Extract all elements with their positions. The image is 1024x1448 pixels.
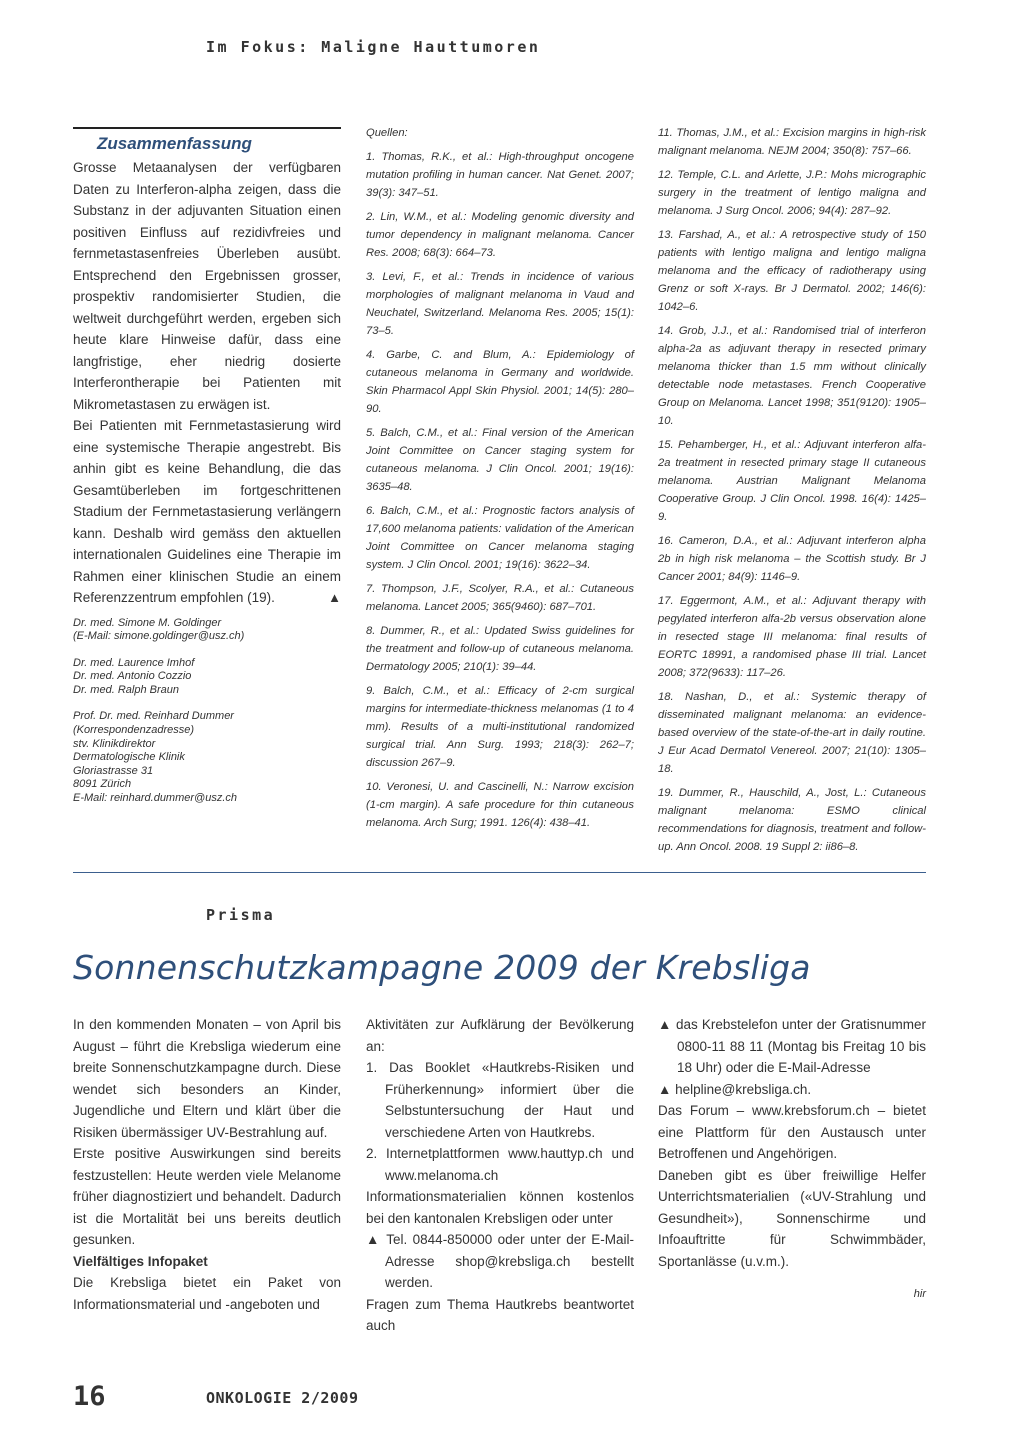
references-column-2: [658, 124, 926, 862]
reference-item: 3. Levi, F., et al.: Trends in incidence of various morphologies of malignant melanoma in Vaud and Neuchatel, Switzerland. Melanoma Res. 2005; 15(1): 73–5.: [366, 271, 634, 337]
summary-rule: [73, 127, 341, 129]
reference-item: 18. Nashan, D., et al.: Systemic therapy of disseminated malignant melanoma: an evidence-based overview of the state-of-the-art in daily routine. J Eur Acad Dermatol Venereol. 2007; 21(10): 1305–18.: [658, 691, 926, 775]
reference-item: 10. Veronesi, U. and Cascinelli, N.: Narrow excision (1-cm margin). A safe procedure for thin cutaneous melanoma. Arch Surg; 1991. 126(4): 438–41.: [366, 781, 634, 829]
bullet-list: [366, 1229, 634, 1294]
summary-paragraph-text: Bei Patienten mit Fernmetastasierung wird eine systemische Therapie angestrebt. Bis anhin gibt es keine Behandlung, die das Gesamtüberleben im fortgeschrittenen Stadium der Fernmetastasierung verlängern kann. Deshalb wird gemäss den aktuellen internationalen Guidelines eine Therapie im Rahmen einer klinischen Studie an einem Referenzzentrum empfohlen (19).: [73, 418, 341, 605]
summary-box: [73, 127, 341, 819]
reference-item: 19. Dummer, R., Hauschild, A., Jost, L.: Cutaneous malignant melanoma: ESMO clinical recommendations for diagnosis, treatment and follow-up. Ann Oncol. 2008. 19 Suppl 2: ii86–8.: [658, 787, 926, 853]
reference-item: 14. Grob, J.J., et al.: Randomised trial of interferon alpha-2a as adjuvant therapy in resected primary melanoma thicker than 1.5 mm without clinically detectable node metastases. French Cooperative Group on Melanoma. Lancet 1998; 351(9120): 1905–10.: [658, 325, 926, 427]
article-subheading: Vielfältiges Infopaket: [73, 1253, 208, 1269]
reference-item: 17. Eggermont, A.M., et al.: Adjuvant therapy with pegylated interferon alfa-2b versus observation alone in resected stage III melanoma: final results of EORTC 18991, a randomised phase III trial. Lancet 2008; 372(9633): 117–26.: [658, 595, 926, 679]
reference-item: 9. Balch, C.M., et al.: Efficacy of 2-cm surgical margins for intermediate-thickness melanomas (1 to 4 mm). Results of a multi-institutional randomized surgical trial. Ann Surg. 1993; 218(3): 262–7; discussion 267–9.: [366, 685, 634, 769]
author-address: Dermatologische Klinik: [73, 751, 185, 764]
author-name: Dr. med. Laurence Imhof: [73, 656, 195, 669]
author-address: Gloriastrasse 31: [73, 764, 154, 777]
reference-item: 1. Thomas, R.K., et al.: High-throughput oncogene mutation profiling in human cancer. Nat Genet. 2007; 39(3): 347–51.: [366, 151, 634, 199]
summary-paragraph: [73, 415, 341, 609]
article-paragraph: Die Krebsliga bietet ein Paket von Informationsmaterial und -angeboten und: [73, 1275, 341, 1312]
author-group: [73, 617, 341, 644]
summary-heading: Zusammenfassung: [97, 134, 252, 153]
article-paragraph: Informationsmaterialien können kostenlos bei den kantonalen Krebsligen oder unter: [366, 1189, 634, 1226]
article-paragraph: Daneben gibt es über freiwillige Helfer Unterrichtsmaterialien («UV-Strahlung und Gesundheit»), Sonnenschirme und Infoauftritte für Schwimmbäder, Sportanlässe (u.v.m.).: [658, 1167, 926, 1269]
list-item: ▲ das Krebstelefon unter der Gratisnummer 0800-11 88 11 (Montag bis Freitag 10 bis 18 Uhr) oder die E-Mail-Adresse: [658, 1017, 926, 1075]
author-group: [73, 710, 341, 805]
summary-paragraph: Grosse Metaanalysen der verfügbaren Daten zu Interferon-alpha zeigen, dass die Substanz in der adjuvanten Situation einen positiven Einfluss auf rezidivfreies und fernmetastasenfreies Überleben ausübt. Entsprechend den Ergebnissen grosser, prospektiv randomisierter Studien, die weltweit durchgeführt werden, ergeben sich heute klare Hinweise dafür, dass eine langfristige, eher niedrig dosierte Interferontherapie bei Patienten mit Mikrometastasen zu erwägen ist.: [73, 160, 341, 412]
running-header: Im Fokus: Maligne Hauttumoren: [206, 38, 541, 56]
reference-item: 5. Balch, C.M., et al.: Final version of the American Joint Committee on Cancer staging system for cutaneous melanoma. J Clin Oncol. 2001; 19(16): 3635–48.: [366, 427, 634, 493]
reference-item: 15. Pehamberger, H., et al.: Adjuvant interferon alfa-2a treatment in resected primary stage II cutaneous melanoma. Austrian Malignant Melanoma Cooperative Group. J Clin Oncol. 1998. 16(4): 1425–9.: [658, 439, 926, 523]
article-paragraph: Fragen zum Thema Hautkrebs beantwortet auch: [366, 1296, 634, 1333]
reference-item: 11. Thomas, J.M., et al.: Excision margins in high-risk malignant melanoma. NEJM 2004; 350(8): 757–66.: [658, 127, 926, 157]
article-paragraph: In den kommenden Monaten – von April bis August – führt die Krebsliga wiederum eine breite Sonnenschutzkampagne durch. Diese wendet sich besonders an Kinder, Jugendliche und Eltern und klärt über die Risiken übermässiger UV-Bestrahlung auf.: [73, 1017, 341, 1140]
author-email: E-Mail: reinhard.dummer@usz.ch: [73, 792, 237, 805]
author-name: Dr. med. Antonio Cozzio: [73, 670, 192, 683]
author-address: 8091 Zürich: [73, 778, 132, 791]
author-group: [73, 657, 341, 698]
author-block: [73, 617, 341, 806]
article-column-3: [658, 1014, 926, 1306]
numbered-list: [366, 1057, 634, 1186]
reference-item: 13. Farshad, A., et al.: A retrospective study of 150 patients with lentigo maligna and lentigo maligna melanoma and the efficacy of radiotherapy using Grenz or soft X-rays. Br J Dermatol. 2002; 146(6): 1042–6.: [658, 229, 926, 313]
author-role: stv. Klinikdirektor: [73, 737, 156, 750]
end-marker-icon: ▲: [328, 590, 341, 605]
author-signature: hir: [913, 1288, 926, 1300]
list-item: ▲ helpline@krebsliga.ch.: [658, 1081, 812, 1097]
article-column-2: [366, 1014, 634, 1337]
reference-item: 12. Temple, C.L. and Arlette, J.P.: Mohs micrographic surgery in the treatment of lentigo maligna and melanoma. J Surg Oncol. 2006; 94(4): 287–92.: [658, 169, 926, 217]
list-item: 2. Internetplattformen www.hauttyp.ch und www.melanoma.ch: [366, 1146, 634, 1183]
summary-text: [73, 157, 341, 609]
author-name: Dr. med. Simone M. Goldinger: [73, 616, 222, 629]
author-name: Dr. med. Ralph Braun: [73, 683, 179, 696]
list-item: 1. Das Booklet «Hautkrebs-Risiken und Früherkennung» informiert über die Selbstuntersuchung der Haut und verschiedene Arten von Hautkrebs.: [366, 1060, 634, 1140]
article-paragraph: Aktivitäten zur Aufklärung der Bevölkerung an:: [366, 1017, 634, 1054]
author-email: (E-Mail: simone.goldinger@usz.ch): [73, 630, 245, 643]
section-divider: [73, 872, 926, 873]
reference-item: 16. Cameron, D.A., et al.: Adjuvant interferon alpha 2b in high risk melanoma – the Scottish study. Br J Cancer 2001; 84(9): 1146–9.: [658, 535, 926, 583]
reference-item: 4. Garbe, C. and Blum, A.: Epidemiology of cutaneous melanoma in Germany and worldwide. Skin Pharmacol Appl Skin Physiol. 2001; 14(5): 280–90.: [366, 349, 634, 415]
page-number: 16: [73, 1381, 106, 1412]
section-tag: Prisma: [206, 906, 276, 924]
author-name: Prof. Dr. med. Reinhard Dummer: [73, 710, 234, 723]
author-role: (Korrespondenzadresse): [73, 724, 195, 737]
article-title: Sonnenschutzkampagne 2009 der Krebsliga: [73, 948, 811, 987]
list-item: ▲ Tel. 0844-850000 oder unter der E-Mail-Adresse shop@krebsliga.ch bestellt werden.: [366, 1232, 634, 1290]
reference-item: 7. Thompson, J.F., Scolyer, R.A., et al.: Cutaneous melanoma. Lancet 2005; 365(9460): 687–701.: [366, 583, 634, 613]
reference-item: 8. Dummer, R., et al.: Updated Swiss guidelines for the treatment and follow-up of cutaneous melanoma. Dermatology 2005; 210(1): 39–44.: [366, 625, 634, 673]
article-column-1: [73, 1014, 341, 1315]
references-label: Quellen:: [366, 127, 408, 139]
article-paragraph: Das Forum – www.krebsforum.ch – bietet eine Plattform für den Austausch unter Betroffenen und Angehörigen.: [658, 1103, 926, 1161]
bullet-list: [658, 1014, 926, 1100]
references-column-1: [366, 124, 634, 838]
article-paragraph: Erste positive Auswirkungen sind bereits festzustellen: Heute werden viele Melanome früher diagnostiziert und behandelt. Dadurch ist die Mortalität bei uns bereits deutlich gesunken.: [73, 1146, 341, 1247]
reference-item: 2. Lin, W.M., et al.: Modeling genomic diversity and tumor dependency in malignant melanoma. Cancer Res. 2008; 68(3): 664–73.: [366, 211, 634, 259]
reference-item: 6. Balch, C.M., et al.: Prognostic factors analysis of 17,600 melanoma patients: validation of the American Joint Committee on Cancer melanoma staging system. J Clin Oncol. 2001; 19(16): 3622–34.: [366, 505, 634, 571]
journal-name: ONKOLOGIE 2/2009: [206, 1389, 359, 1407]
